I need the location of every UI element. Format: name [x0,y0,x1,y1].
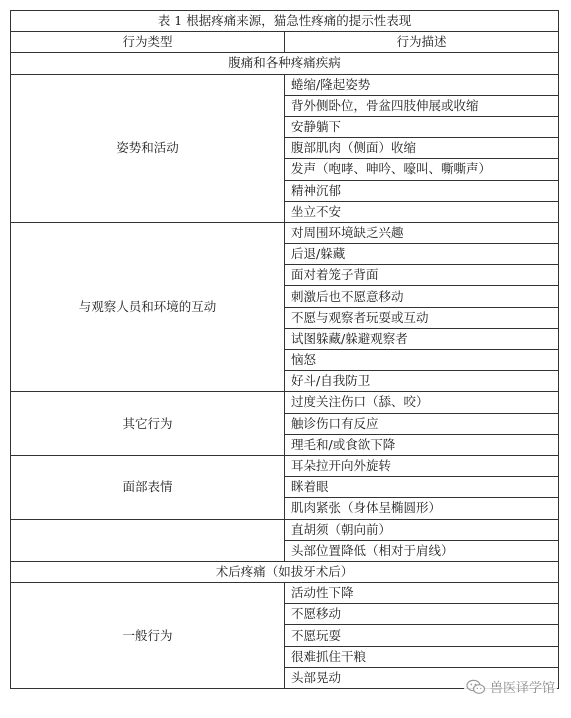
table-title: 表 1 根据疼痛来源，猫急性疼痛的提示性表现 [11,11,559,32]
behavior-desc-cell: 活动性下降 [285,583,559,604]
title-row [11,11,559,32]
section-row [11,561,559,582]
behavior-type-cell: 一般行为 [11,583,285,689]
behavior-desc-cell: 试图躲藏/躲避观察者 [285,328,559,349]
behavior-desc-cell: 头部晃动 [285,667,559,688]
table-row [11,519,559,540]
behavior-type-cell [11,519,285,561]
behavior-desc-cell: 后退/躲藏 [285,244,559,265]
behavior-type-cell: 其它行为 [11,392,285,456]
behavior-desc-cell: 不愿移动 [285,604,559,625]
pain-behavior-table [10,10,559,689]
watermark-text: 兽医译学馆 [489,681,555,696]
behavior-desc-cell: 理毛和/或食欲下降 [285,434,559,455]
behavior-desc-cell: 直胡须（朝向前） [285,519,559,540]
behavior-desc-cell: 过度关注伤口（舔、咬） [285,392,559,413]
wechat-icon [466,679,486,695]
table-row [11,392,559,413]
behavior-desc-cell: 恼怒 [285,350,559,371]
behavior-desc-cell: 坐立不安 [285,201,559,222]
behavior-desc-cell: 好斗/自我防卫 [285,371,559,392]
section-row [11,53,559,74]
behavior-type-cell: 面部表情 [11,455,285,519]
section-title: 腹痛和各种疼痛疾病 [11,53,559,74]
behavior-type-cell: 姿势和活动 [11,74,285,222]
header-row [11,32,559,53]
behavior-desc-cell: 肌肉紧张（身体呈椭圆形） [285,498,559,519]
behavior-desc-cell: 对周围环境缺乏兴趣 [285,222,559,243]
behavior-desc-cell: 触诊伤口有反应 [285,413,559,434]
behavior-desc-cell: 腹部肌肉（侧面）收缩 [285,138,559,159]
behavior-desc-cell: 不愿与观察者玩耍或互动 [285,307,559,328]
behavior-desc-cell: 不愿玩耍 [285,625,559,646]
table-row [11,583,559,604]
watermark [464,677,557,696]
behavior-desc-cell: 精神沉郁 [285,180,559,201]
header-type: 行为类型 [11,32,285,53]
behavior-desc-cell: 发声（咆哮、呻吟、嚎叫、嘶嘶声） [285,159,559,180]
behavior-desc-cell: 头部位置降低（相对于肩线） [285,540,559,561]
table-row [11,455,559,476]
behavior-desc-cell: 刺激后也不愿意移动 [285,286,559,307]
behavior-desc-cell: 背外侧卧位，骨盆四肢伸展或收缩 [285,95,559,116]
behavior-desc-cell: 安静躺下 [285,116,559,137]
behavior-desc-cell: 蜷缩/隆起姿势 [285,74,559,95]
behavior-desc-cell: 面对着笼子背面 [285,265,559,286]
header-desc: 行为描述 [285,32,559,53]
section-title: 术后疼痛（如拔牙术后） [11,561,559,582]
behavior-desc-cell: 眯着眼 [285,477,559,498]
table-row [11,222,559,243]
behavior-desc-cell: 耳朵拉开向外旋转 [285,455,559,476]
behavior-type-cell: 与观察人员和环境的互动 [11,222,285,392]
table-row [11,74,559,95]
behavior-desc-cell: 很难抓住干粮 [285,646,559,667]
